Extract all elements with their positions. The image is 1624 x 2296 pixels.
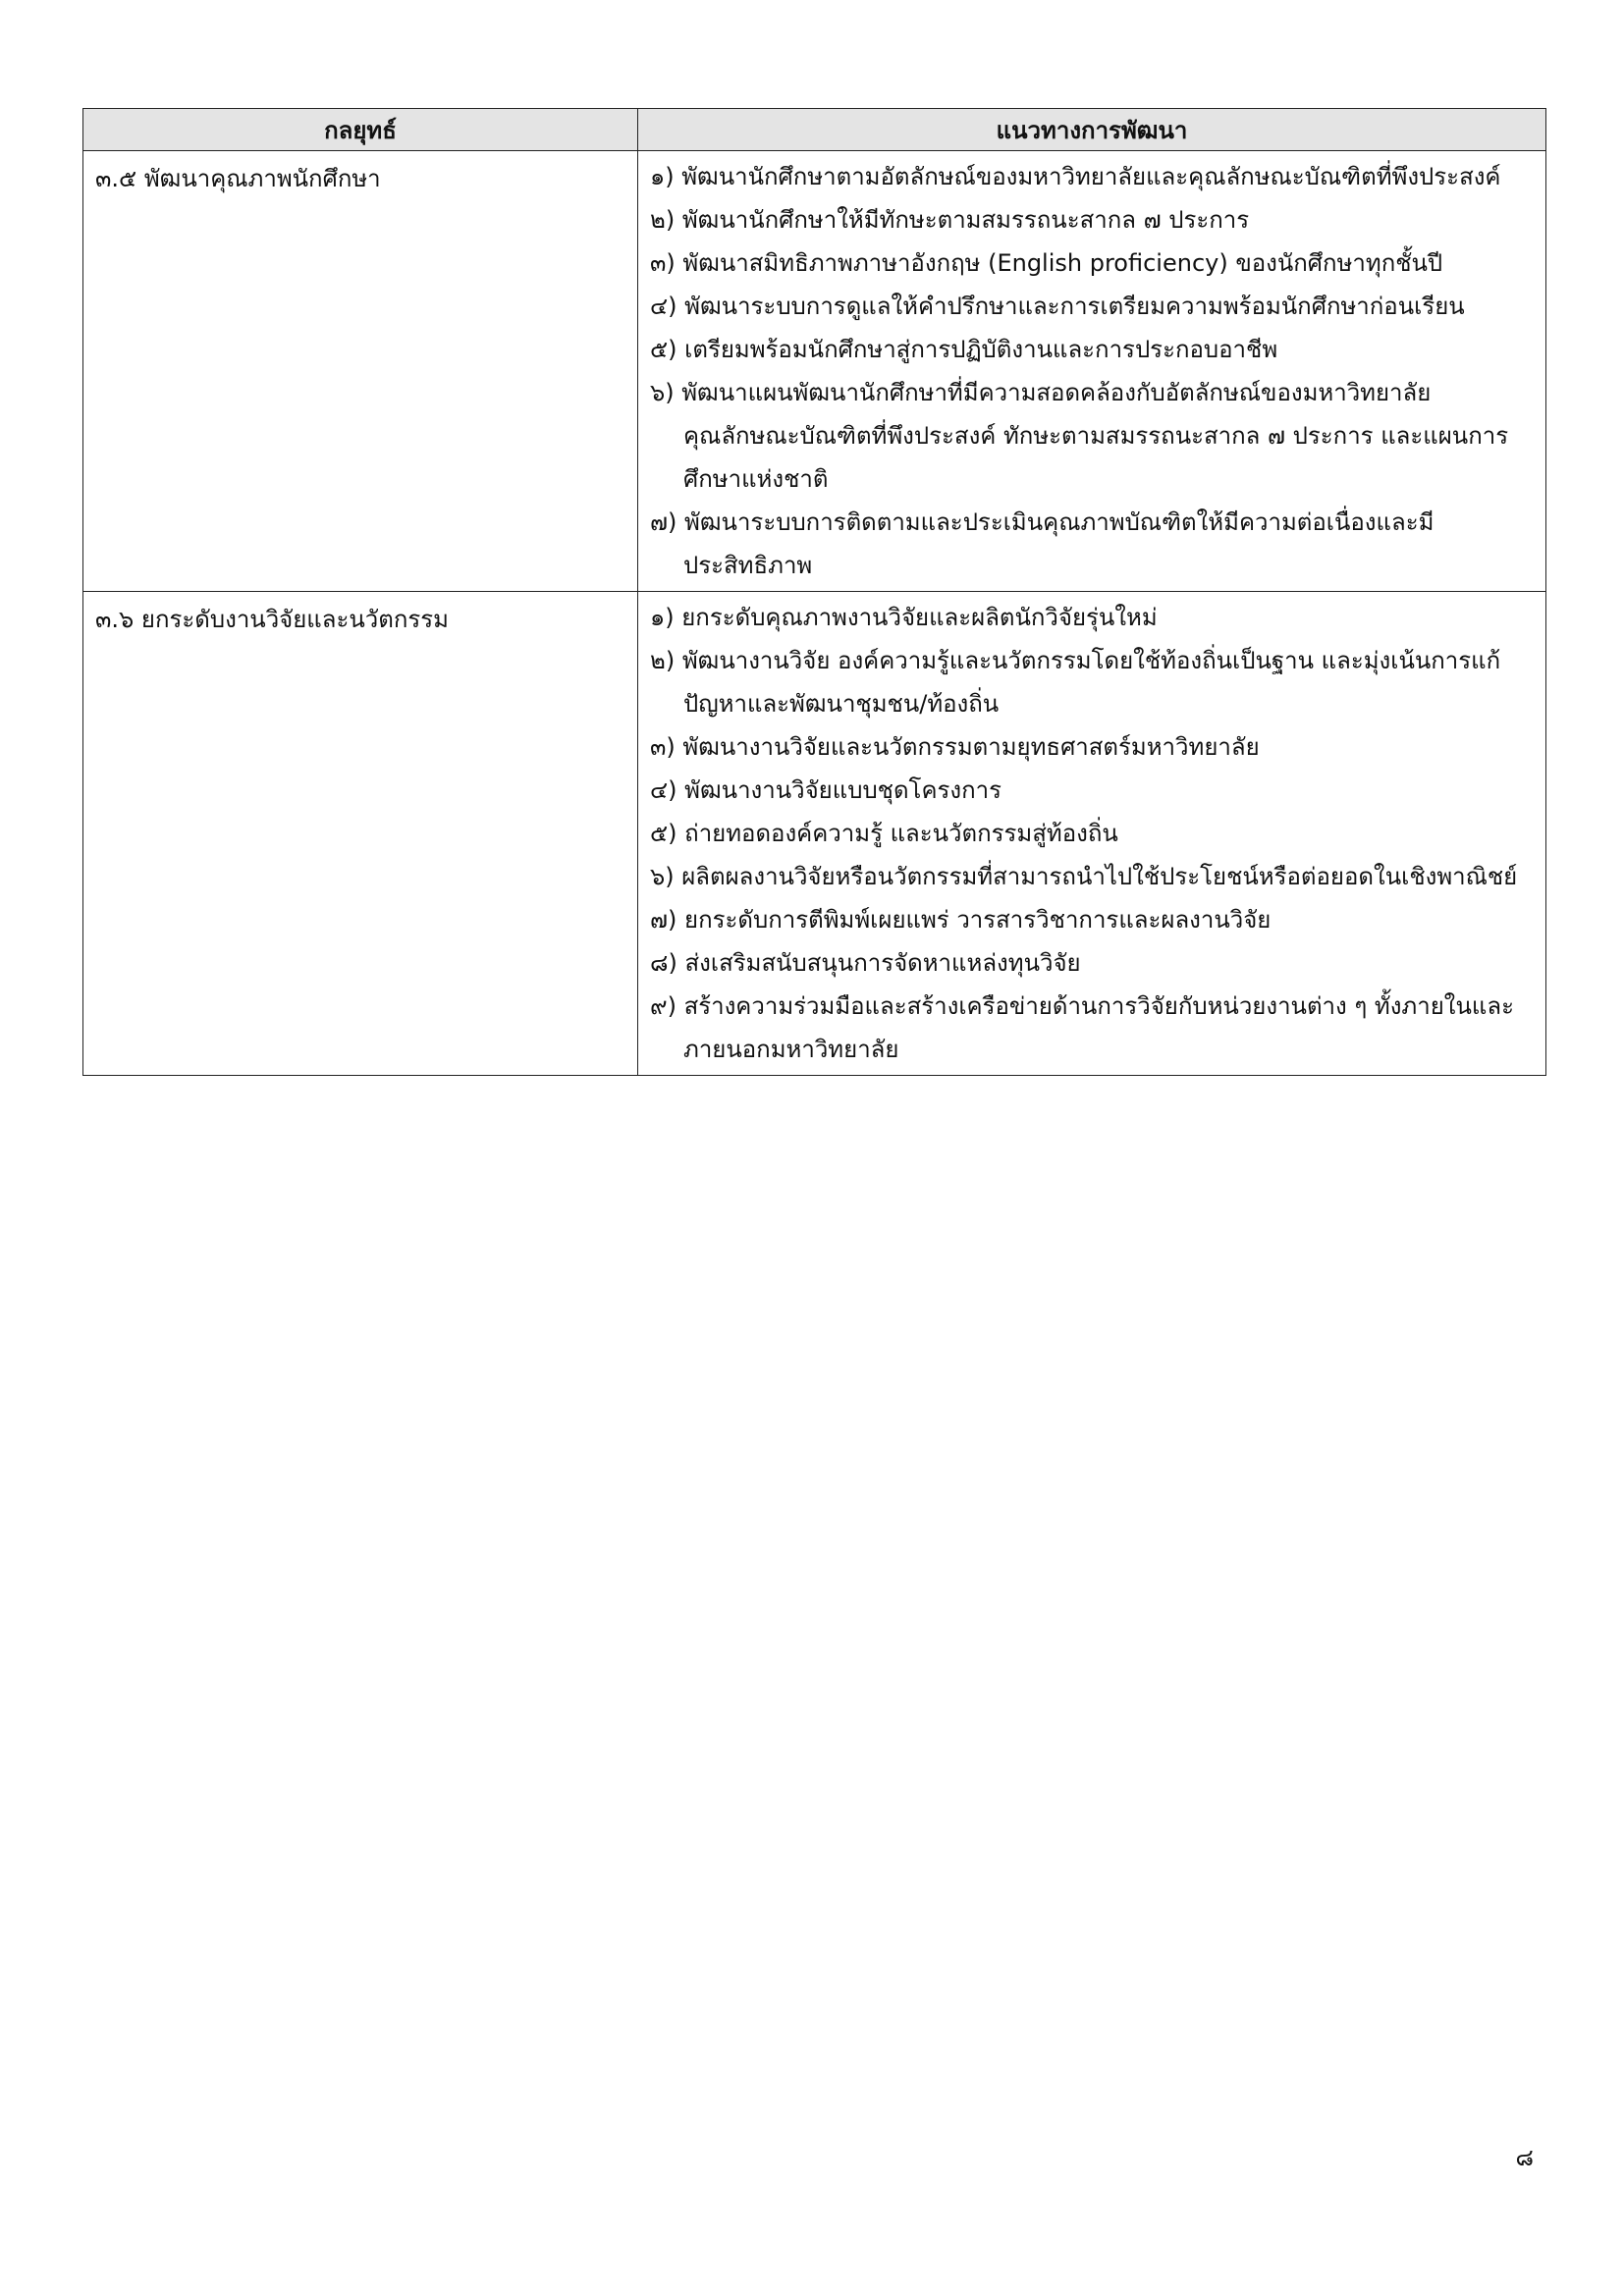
- list-item: ๗) พัฒนาระบบการติดตามและประเมินคุณภาพบัณฑิตให้มีความต่อเนื่องและมีประสิทธิภาพ: [650, 508, 1435, 579]
- list-item: ๒) พัฒนานักศึกษาให้มีทักษะตามสมรรถนะสากล ๗ ประการ: [650, 206, 1250, 234]
- list-item: ๘) ส่งเสริมสนับสนุนการจัดหาแหล่งทุนวิจัย: [650, 949, 1081, 977]
- list-item: ๕) เตรียมพร้อมนักศึกษาสู่การปฏิบัติงานและการประกอบอาชีพ: [650, 336, 1278, 363]
- strategy-table: [82, 108, 1546, 1076]
- list-item: ๔) พัฒนาระบบการดูแลให้คำปรึกษาและการเตรียมความพร้อมนักศึกษาก่อนเรียน: [650, 293, 1465, 320]
- list-item: ๔) พัฒนางานวิจัยแบบชุดโครงการ: [650, 776, 1002, 804]
- approach-cell: [638, 592, 1546, 1076]
- approach-cell: [638, 151, 1546, 592]
- list-item: ๖) พัฒนาแผนพัฒนานักศึกษาที่มีความสอดคล้องกับอัตลักษณ์ของมหาวิทยาลัย คุณลักษณะบัณฑิตที่พึงประสงค์ ทักษะตามสมรรถนะสากล ๗ ประการ และแผนการศึกษาแห่งชาติ: [650, 379, 1509, 493]
- list-item: ๕) ถ่ายทอดองค์ความรู้ และนวัตกรรมสู่ท้องถิ่น: [650, 820, 1118, 847]
- list-item: ๑) พัฒนานักศึกษาตามอัตลักษณ์ของมหาวิทยาลัยและคุณลักษณะบัณฑิตที่พึงประสงค์: [650, 163, 1501, 190]
- approach-list: [650, 155, 1536, 587]
- approach-list: [650, 596, 1536, 1071]
- table-header-row: [83, 109, 1546, 151]
- table-row: [83, 151, 1546, 592]
- list-item: ๓) พัฒนางานวิจัยและนวัตกรรมตามยุทธศาสตร์มหาวิทยาลัย: [650, 733, 1260, 761]
- table-row: [83, 592, 1546, 1076]
- header-strategy: กลยุทธ์: [83, 109, 638, 151]
- list-item: ๗) ยกระดับการตีพิมพ์เผยแพร่ วารสารวิชาการและผลงานวิจัย: [650, 906, 1272, 934]
- list-item: ๖) ผลิตผลงานวิจัยหรือนวัตกรรมที่สามารถนำไปใช้ประโยชน์หรือต่อยอดในเชิงพาณิชย์: [650, 863, 1518, 890]
- list-item: ๒) พัฒนางานวิจัย องค์ความรู้และนวัตกรรมโดยใช้ท้องถิ่นเป็นฐาน และมุ่งเน้นการแก้ปัญหาและพัฒนาชุมชน/ท้องถิ่น: [650, 647, 1501, 718]
- list-item: ๑) ยกระดับคุณภาพงานวิจัยและผลิตนักวิจัยรุ่นใหม่: [650, 604, 1158, 631]
- list-item: ๓) พัฒนาสมิทธิภาพภาษาอังกฤษ (English proficiency) ของนักศึกษาทุกชั้นปี: [650, 249, 1443, 277]
- list-item: ๙) สร้างความร่วมมือและสร้างเครือข่ายด้านการวิจัยกับหน่วยงานต่าง ๆ ทั้งภายในและภายนอกมหาวิทยาลัย: [650, 992, 1514, 1063]
- strategy-cell: ๓.๖ ยกระดับงานวิจัยและนวัตกรรม: [83, 592, 638, 1076]
- page-number: ๘: [1515, 2144, 1534, 2171]
- strategy-cell: ๓.๕ พัฒนาคุณภาพนักศึกษา: [83, 151, 638, 592]
- header-approach: แนวทางการพัฒนา: [638, 109, 1546, 151]
